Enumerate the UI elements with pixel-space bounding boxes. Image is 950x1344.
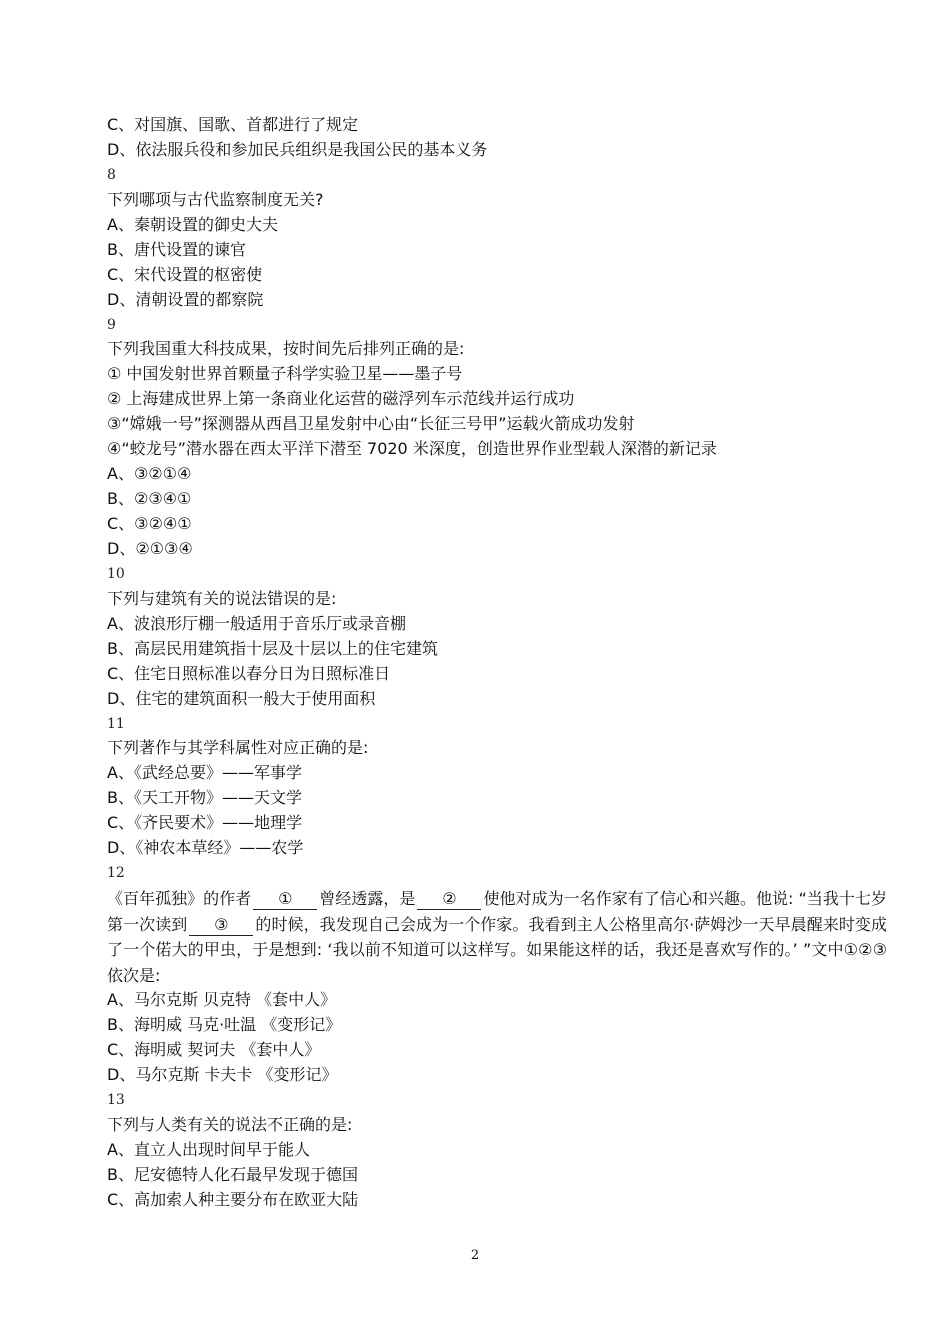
option-d: D、清朝设置的都察院 — [107, 289, 264, 309]
option-d: D、《神农本草经》——农学 — [107, 838, 304, 858]
option-a: A、直立人出现时间早于能人 — [107, 1139, 310, 1159]
question-number: 11 — [107, 715, 125, 732]
list-item: ① 中国发射世界首颗量子科学实验卫星——墨子号 — [107, 364, 463, 384]
question-number: 12 — [107, 865, 125, 882]
option-b: B、唐代设置的谏官 — [107, 239, 246, 259]
question-number: 8 — [107, 166, 116, 183]
option-a: A、③②①④ — [107, 464, 192, 484]
option-a: A、秦朝设置的御史大夫 — [107, 214, 278, 234]
list-item: ④“蛟龙号”潜水器在西太平洋下潜至 7020 米深度，创造世界作业型载人深潜的新记录 — [107, 439, 717, 459]
q7-option-d: D、依法服兵役和参加民兵组织是我国公民的基本义务 — [107, 139, 488, 159]
fill-blank-2: ② — [417, 889, 481, 910]
option-b: B、海明威 马克·吐温 《变形记》 — [107, 1015, 342, 1034]
fill-blank-1: ① — [253, 889, 317, 910]
option-c: C、《齐民要术》——地理学 — [107, 813, 303, 833]
question-number: 13 — [107, 1091, 125, 1108]
option-d: D、②①③④ — [107, 538, 193, 558]
question-stem: 下列与人类有关的说法不正确的是: — [107, 1114, 353, 1134]
question-stem: 下列我国重大科技成果，按时间先后排列正确的是: — [107, 339, 465, 359]
list-item: ③“嫦娥一号”探测器从西昌卫星发射中心由“长征三号甲”运载火箭成功发射 — [107, 414, 635, 434]
fill-blank-3: ③ — [189, 915, 253, 936]
passage-text: 曾经透露，是 — [319, 889, 416, 909]
passage-text: 《百年孤独》的作者 — [107, 889, 252, 909]
option-b: B、高层民用建筑指十层及十层以上的住宅建筑 — [107, 638, 438, 658]
question-stem: 下列哪项与古代监察制度无关? — [107, 189, 324, 209]
q7-option-c: C、对国旗、国歌、首都进行了规定 — [107, 115, 359, 134]
option-c: C、高加索人种主要分布在欧亚大陆 — [107, 1189, 359, 1209]
option-c: C、海明威 契诃夫 《套中人》 — [107, 1039, 321, 1059]
page-content — [107, 113, 887, 1213]
option-a: A、《武经总要》——军事学 — [107, 763, 302, 783]
passage-text: 的时候，我发现自己会成为一个作家。我看到主人公格里高尔·萨姆沙一天早晨醒来时变成了一个偌大的甲虫，于是想到: ‘我以前不知道可以这样写。如果能这样的话，我还是喜欢写作的。’ ”文中①②③依次是: — [107, 914, 887, 985]
option-a: A、波浪形厅棚一般适用于音乐厅或录音棚 — [107, 613, 406, 633]
option-b: B、尼安德特人化石最早发现于德国 — [107, 1164, 358, 1184]
question-number: 10 — [107, 565, 125, 582]
option-c: C、住宅日照标准以春分日为日照标准日 — [107, 663, 391, 683]
option-b: B、《天工开物》——天文学 — [107, 788, 302, 808]
option-c: C、宋代设置的枢密使 — [107, 264, 263, 284]
option-d: D、住宅的建筑面积一般大于使用面积 — [107, 688, 376, 708]
option-c: C、③②④① — [107, 514, 192, 533]
question-stem: 下列与建筑有关的说法错误的是: — [107, 588, 337, 608]
passage-text: 使他对成为一名作家有了信心和兴趣。他说: “当我十七岁第一次读到 — [107, 889, 887, 934]
option-d: D、马尔克斯 卡夫卡 《变形记》 — [107, 1064, 338, 1084]
q12-passage — [107, 886, 887, 988]
option-b: B、②③④① — [107, 489, 192, 509]
question-stem: 下列著作与其学科属性对应正确的是: — [107, 738, 369, 758]
page-number: 2 — [470, 1248, 480, 1263]
list-item: ② 上海建成世界上第一条商业化运营的磁浮列车示范线并运行成功 — [107, 389, 575, 409]
question-number: 9 — [107, 316, 116, 333]
option-a: A、马尔克斯 贝克特 《套中人》 — [107, 990, 337, 1010]
